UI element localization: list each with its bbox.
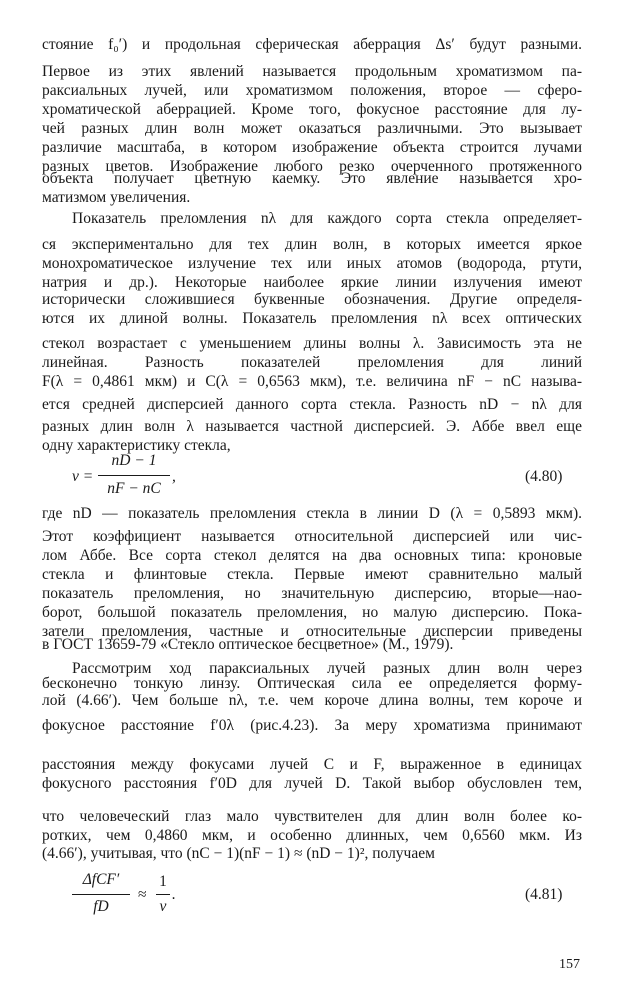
fraction-bar (72, 894, 130, 895)
text-line: ся экспериментально для тех длин волн, в которых имеется яркое (42, 236, 582, 253)
approx-sign: ≈ (138, 886, 147, 903)
rhs-denominator: ν (159, 898, 167, 915)
text-line: ротких, чем 0,4860 мкм, и особенно длинных, чем 0,6560 мкм. Из (42, 827, 582, 844)
text-line: показатель преломления, но значительную дисперсию, вторые—нао- (42, 585, 582, 602)
text-line: линейная. Разность показателей преломления для линий (42, 354, 582, 371)
text-line: разных цветов. Изображение любого резко очерченного протяженного (42, 158, 582, 175)
page-number: 157 (559, 957, 580, 972)
text-line: матизмом увеличения. (42, 189, 191, 206)
text-line: разных длин волн λ называется частной дисперсией. Э. Аббе ввел еще (42, 418, 582, 435)
text-line: различие масштаба, в котором изображение объекта строится лучами (42, 139, 582, 156)
text-line: F(λ = 0,4861 мкм) и C(λ = 0,6563 мкм), т.е. величина nF − nC называ- (42, 373, 582, 390)
text-line: лой (4.66′). Чем больше nλ, т.е. чем короче длина волны, тем короче и (42, 692, 582, 709)
text-line: ются их длиной волны. Показатель преломления nλ всех оптических (42, 310, 582, 327)
text-line: одну характеристику стекла, (42, 437, 231, 454)
text-line: объекта получает цветную каемку. Это явление называется хро- (42, 170, 582, 187)
text-line: в ГОСТ 13659-79 «Стекло оптическое бесцветное» (М., 1979). (42, 636, 454, 653)
text-line: раксиальных лучей, или хроматизмом положения, второе — сферо- (42, 82, 582, 99)
text-line: натрия и др.). Некоторые наиболее яркие линии излучения имеют (42, 274, 582, 291)
text-line: стекла и флинтовые стекла. Первые имеют сравнительно малый (42, 566, 582, 583)
text-line: Этот коэффициент называется относительной дисперсией или чис- (42, 528, 582, 545)
fraction-bar (98, 475, 170, 476)
text-line: фокусного расстояния f′0D для лучей D. Такой выбор обусловлен тем, (42, 775, 582, 792)
text-line: Показатель преломления nλ для каждого сорта стекла определяет- (72, 210, 582, 227)
text-line: ется средней дисперсией данного сорта стекла. Разность nD − nλ для (42, 396, 582, 413)
text-line: исторически сложившиеся буквенные обозначения. Другие определя- (42, 291, 582, 308)
equation-number: (4.80) (525, 468, 563, 485)
text-line: бесконечно тонкую линзу. Оптическая сила ее определяется форму- (42, 675, 582, 692)
text-line: что человеческий глаз мало чувствителен для длин волн более ко- (42, 808, 582, 825)
text-line: стекол возрастает с уменьшением длины волны λ. Зависимость эта не (42, 335, 582, 352)
text-line: Рассмотрим ход параксиальных лучей разных длин волн через (72, 660, 582, 677)
equation-numerator: nD − 1 (111, 452, 157, 469)
text-line: Первое из этих явлений называется продольным хроматизмом па- (42, 63, 582, 80)
text-line: затели преломления, частные и относительные дисперсии приведены (42, 623, 582, 640)
text-line: фокусное расстояние f′0λ (рис.4.23). За меру хроматизма принимают (42, 717, 582, 734)
text-line: монохроматическое излучение тех или иных атомов (водорода, ртути, (42, 255, 582, 272)
equation-denominator: fD (93, 898, 109, 915)
text-line: (4.66′), учитывая, что (nC − 1)(nF − 1) ≈ (nD − 1)², получаем (42, 845, 435, 862)
rhs-numerator: 1 (159, 873, 167, 890)
equation-number: (4.81) (525, 886, 563, 903)
equation-lhs: ν = (72, 468, 94, 485)
text-line: борот, большой показатель преломления, но малую дисперсию. Пока- (42, 604, 582, 621)
fraction-bar (156, 894, 170, 895)
text-line: стояние f₀′) и продольная сферическая аберрация Δs′ будут разными. (42, 36, 582, 53)
equation-numerator: ΔfCF′ (82, 871, 120, 888)
text-line: чей разных длин волн может оказаться различными. Это вызывает (42, 120, 582, 137)
text-line: хроматической аберрацией. Кроме того, фокусное расстояние для лу- (42, 101, 582, 118)
text-line: где nD — показатель преломления стекла в линии D (λ = 0,5893 мкм). (42, 505, 582, 522)
equation-denominator: nF − nC (107, 480, 161, 497)
text-line: лом Аббе. Все сорта стекол делятся на два основных типа: кроновые (42, 547, 582, 564)
equation-tail: . (172, 886, 176, 903)
equation-tail: , (172, 468, 176, 485)
text-line: расстояния между фокусами лучей C и F, выраженное в единицах (42, 756, 582, 773)
